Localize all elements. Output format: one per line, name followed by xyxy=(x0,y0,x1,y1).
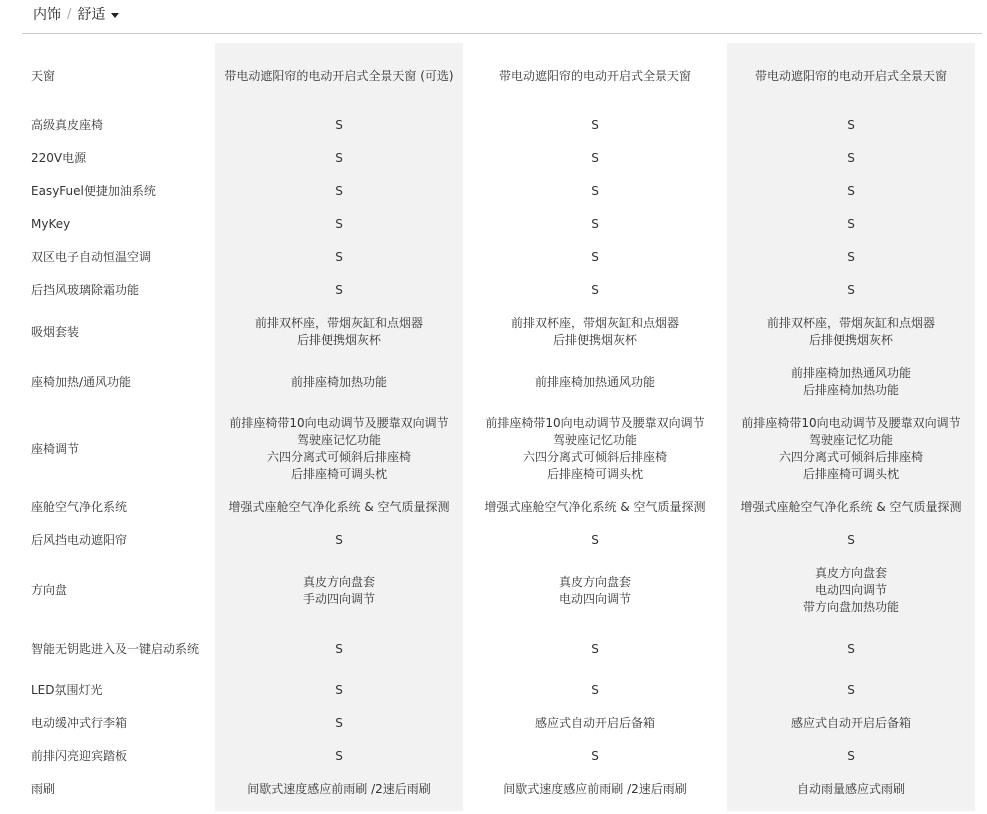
spec-value: 间歇式速度感应前雨刷 /2速后雨刷 xyxy=(247,782,431,796)
table-row xyxy=(22,357,982,407)
breadcrumb-separator: / xyxy=(67,6,72,22)
spec-value: 感应式自动开启后备箱 xyxy=(790,716,911,730)
row-label: 座舱空气净化系统 xyxy=(31,500,128,514)
row-label: 座椅调节 xyxy=(31,441,80,456)
row-label: 双区电子自动恒温空调 xyxy=(31,250,152,264)
spec-value: S xyxy=(847,118,855,132)
spec-cell xyxy=(727,748,975,765)
spec-cell xyxy=(215,150,463,167)
table-row xyxy=(22,557,982,624)
spec-cell xyxy=(215,117,463,134)
spec-cell xyxy=(727,641,975,658)
table-row xyxy=(22,175,982,208)
spec-value: 后排座椅可调头枕 xyxy=(290,467,387,481)
spec-value: 六四分离式可倾斜后排座椅 xyxy=(778,450,923,464)
spec-cell xyxy=(727,532,975,549)
spec-value: 前排双杯座，带烟灰缸和点烟器 xyxy=(766,316,935,330)
spec-cell xyxy=(727,781,975,798)
spec-cell xyxy=(463,315,727,349)
spec-cell xyxy=(215,315,463,349)
spec-cell xyxy=(727,365,975,399)
spec-cell xyxy=(727,715,975,732)
spec-cell xyxy=(215,374,463,391)
spec-value: S xyxy=(335,641,343,656)
caret-down-icon xyxy=(111,13,119,18)
spec-value: S xyxy=(591,749,599,763)
spec-value: S xyxy=(591,151,599,165)
spec-cell xyxy=(463,532,727,549)
spec-cell xyxy=(215,715,463,732)
spec-cell xyxy=(463,117,727,134)
spec-value: 增强式座舱空气净化系统 & 空气质量探测 xyxy=(484,500,706,514)
spec-cell xyxy=(215,781,463,798)
spec-value: 前排座椅加热通风功能 xyxy=(790,366,911,380)
spec-value: 前排双杯座，带烟灰缸和点烟器 xyxy=(254,316,423,330)
spec-cell xyxy=(215,183,463,200)
spec-cell xyxy=(463,715,727,732)
spec-value: S xyxy=(335,749,343,763)
spec-value: 后排便携烟灰杯 xyxy=(296,333,381,347)
row-label: 天窗 xyxy=(31,68,56,83)
spec-cell xyxy=(463,682,727,699)
table-row xyxy=(22,491,982,524)
spec-cell xyxy=(727,415,975,483)
spec-value: S xyxy=(591,118,599,132)
spec-cell xyxy=(215,249,463,266)
spec-cell xyxy=(463,183,727,200)
spec-value: 自动雨量感应式雨刷 xyxy=(796,782,905,796)
table-row xyxy=(22,524,982,557)
spec-cell xyxy=(463,282,727,299)
spec-value: S xyxy=(335,151,343,165)
spec-cell xyxy=(727,117,975,134)
spec-cell xyxy=(215,574,463,608)
spec-value: 驾驶座记忆功能 xyxy=(296,433,381,447)
spec-value: S xyxy=(847,533,855,547)
row-label: 方向盘 xyxy=(31,583,68,597)
table-row xyxy=(22,241,982,274)
spec-value: 带电动遮阳帘的电动开启式全景天窗 xyxy=(754,68,947,83)
spec-value: 后排便携烟灰杯 xyxy=(552,333,637,347)
spec-value: S xyxy=(847,151,855,165)
spec-cell xyxy=(215,68,463,85)
spec-value: S xyxy=(591,250,599,264)
spec-value: S xyxy=(335,716,343,730)
breadcrumb-parent[interactable]: 内饰 xyxy=(33,7,61,23)
spec-value: S xyxy=(591,217,599,231)
spec-cell xyxy=(463,68,727,85)
table-row xyxy=(22,307,982,357)
spec-cell xyxy=(215,641,463,658)
spec-value: S xyxy=(335,683,343,697)
spec-value: 前排座椅加热功能 xyxy=(290,374,387,389)
spec-value: 驾驶座记忆功能 xyxy=(808,433,893,447)
row-label: 后挡风玻璃除霜功能 xyxy=(31,283,140,297)
spec-value: S xyxy=(335,217,343,231)
spec-value: 前排座椅带10向电动调节及腰靠双向调节 xyxy=(229,416,449,430)
spec-cell xyxy=(463,415,727,483)
row-label: 吸烟套装 xyxy=(31,324,80,339)
spec-value: 前排座椅带10向电动调节及腰靠双向调节 xyxy=(485,416,705,430)
category-dropdown[interactable] xyxy=(77,4,119,24)
spec-value: S xyxy=(335,283,343,297)
table-row xyxy=(22,43,982,109)
spec-cell xyxy=(215,682,463,699)
spec-value: 电动四向调节 xyxy=(558,591,631,606)
row-label: 智能无钥匙进入及一键启动系统 xyxy=(31,641,200,656)
row-label: MyKey xyxy=(31,217,71,231)
spec-value: S xyxy=(335,533,343,547)
spec-cell xyxy=(463,374,727,391)
row-label: 后风挡电动遮阳帘 xyxy=(31,533,128,547)
spec-value: 真皮方向盘套 xyxy=(814,566,887,580)
spec-value: 增强式座舱空气净化系统 & 空气质量探测 xyxy=(740,500,962,514)
spec-cell xyxy=(727,183,975,200)
spec-cell xyxy=(727,282,975,299)
header-divider xyxy=(22,33,982,34)
table-row xyxy=(22,707,982,740)
row-label: 电动缓冲式行李箱 xyxy=(31,716,128,730)
table-row xyxy=(22,274,982,307)
spec-value: 带电动遮阳帘的电动开启式全景天窗 (可选) xyxy=(224,68,454,83)
table-row xyxy=(22,407,982,491)
spec-value: S xyxy=(847,749,855,763)
spec-value: 电动四向调节 xyxy=(814,583,887,597)
spec-value: 前排座椅带10向电动调节及腰靠双向调节 xyxy=(741,416,961,430)
spec-cell xyxy=(727,315,975,349)
spec-cell xyxy=(463,641,727,658)
spec-value: 后排座椅可调头枕 xyxy=(802,467,899,481)
spec-value: S xyxy=(847,250,855,264)
spec-value: S xyxy=(591,641,599,656)
spec-value: S xyxy=(847,217,855,231)
spec-cell xyxy=(215,499,463,516)
spec-cell xyxy=(727,682,975,699)
row-label: EasyFuel便捷加油系统 xyxy=(31,184,156,198)
row-label: 220V电源 xyxy=(31,151,87,165)
spec-value: 驾驶座记忆功能 xyxy=(552,433,637,447)
table-row xyxy=(22,624,982,674)
table-row xyxy=(22,773,982,806)
spec-cell xyxy=(463,216,727,233)
breadcrumb-current: 舒适 xyxy=(77,7,106,23)
table-row xyxy=(22,208,982,241)
spec-value: 六四分离式可倾斜后排座椅 xyxy=(522,450,667,464)
spec-value: S xyxy=(847,641,855,656)
spec-value: S xyxy=(591,283,599,297)
spec-value: 后排座椅可调头枕 xyxy=(546,467,643,481)
spec-cell xyxy=(727,150,975,167)
spec-cell xyxy=(727,216,975,233)
spec-value: S xyxy=(591,533,599,547)
spec-cell xyxy=(215,748,463,765)
spec-value: S xyxy=(335,118,343,132)
row-label: 座椅加热/通风功能 xyxy=(31,374,132,389)
spec-cell xyxy=(727,499,975,516)
spec-cell xyxy=(463,249,727,266)
spec-cell xyxy=(215,216,463,233)
row-label: 前排闪亮迎宾踏板 xyxy=(31,749,128,763)
table-row xyxy=(22,142,982,175)
spec-cell xyxy=(463,574,727,608)
spec-cell xyxy=(727,249,975,266)
spec-value: 前排座椅加热通风功能 xyxy=(534,374,655,389)
spec-value: S xyxy=(847,283,855,297)
spec-value: S xyxy=(591,683,599,697)
spec-value: 真皮方向盘套 xyxy=(558,574,631,589)
spec-cell xyxy=(215,415,463,483)
spec-value: 真皮方向盘套 xyxy=(302,574,375,589)
spec-value: S xyxy=(847,683,855,697)
spec-value: S xyxy=(591,184,599,198)
row-label: 高级真皮座椅 xyxy=(31,118,104,132)
spec-value: S xyxy=(847,184,855,198)
spec-value: 带电动遮阳帘的电动开启式全景天窗 xyxy=(498,68,691,83)
spec-cell xyxy=(463,781,727,798)
spec-cell xyxy=(215,282,463,299)
spec-table xyxy=(22,43,982,806)
breadcrumb xyxy=(33,4,119,24)
table-row xyxy=(22,109,982,142)
row-label: LED氛围灯光 xyxy=(31,683,103,697)
spec-cell xyxy=(215,532,463,549)
row-label: 雨刷 xyxy=(31,782,56,796)
spec-cell xyxy=(463,499,727,516)
spec-value: 间歇式速度感应前雨刷 /2速后雨刷 xyxy=(503,782,687,796)
spec-value: 前排双杯座，带烟灰缸和点烟器 xyxy=(510,316,679,330)
spec-value: 感应式自动开启后备箱 xyxy=(534,716,655,730)
spec-value: 后排便携烟灰杯 xyxy=(808,333,893,347)
table-row xyxy=(22,740,982,773)
spec-value: S xyxy=(335,184,343,198)
spec-value: 六四分离式可倾斜后排座椅 xyxy=(266,450,411,464)
spec-cell xyxy=(727,68,975,85)
table-row xyxy=(22,674,982,707)
spec-value: 后排座椅加热功能 xyxy=(802,383,899,397)
spec-cell xyxy=(727,565,975,616)
spec-value: 手动四向调节 xyxy=(302,591,375,606)
spec-value: 增强式座舱空气净化系统 & 空气质量探测 xyxy=(228,500,450,514)
spec-cell xyxy=(463,748,727,765)
spec-value: S xyxy=(335,250,343,264)
spec-cell xyxy=(463,150,727,167)
spec-value: 带方向盘加热功能 xyxy=(802,600,899,614)
